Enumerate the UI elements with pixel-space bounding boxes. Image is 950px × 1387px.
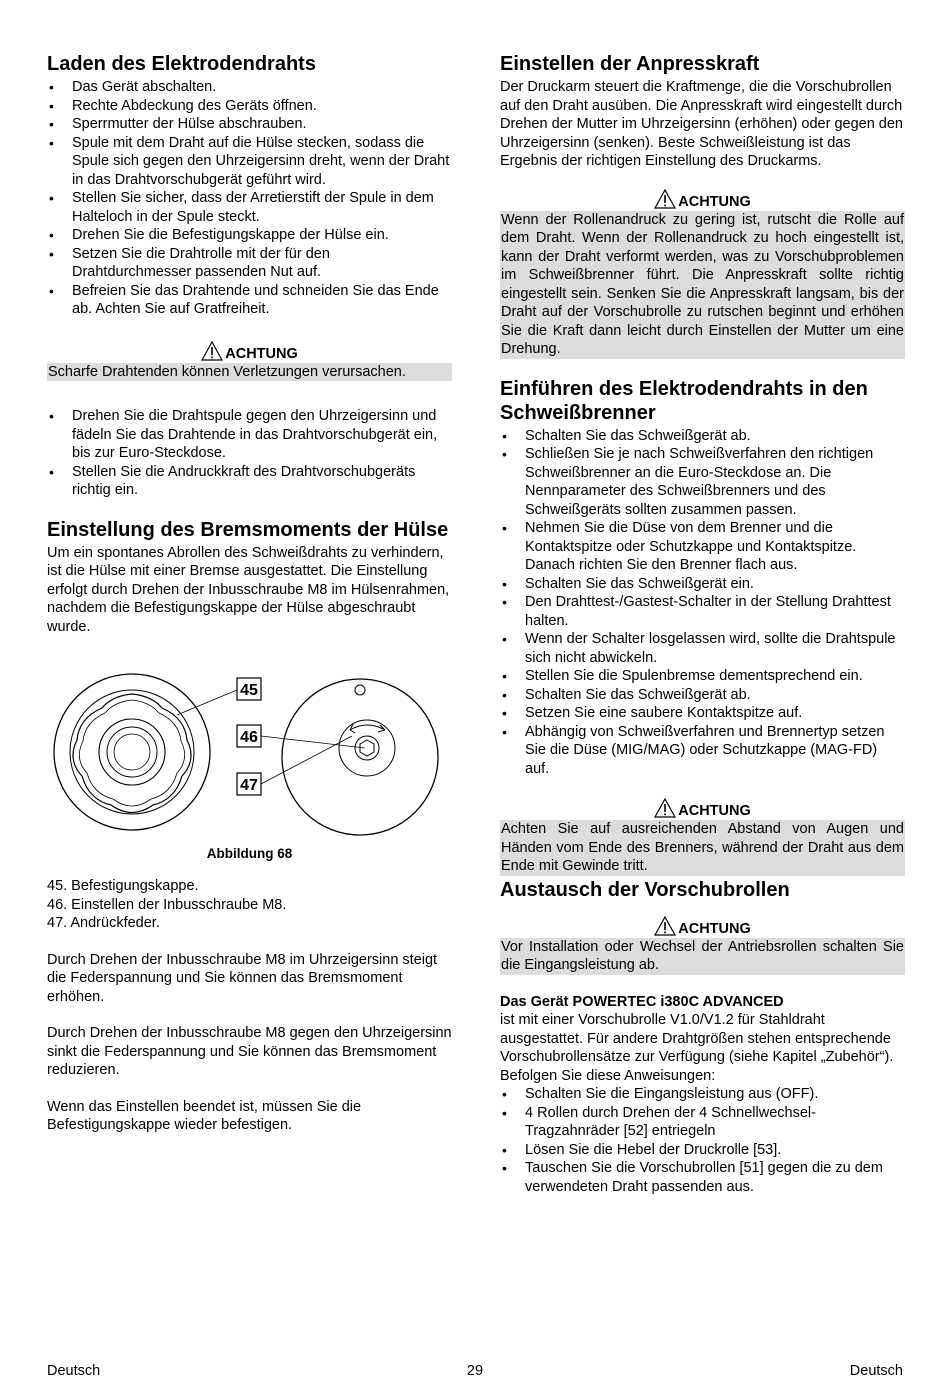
list-item: • Schalten Sie das Schweißgerät ab. — [500, 686, 905, 705]
warning-heading: ACHTUNG — [500, 916, 905, 938]
warning-heading: ACHTUNG — [47, 341, 452, 363]
list-item: • Wenn der Schalter losgelassen wird, sollte die Drahtspule sich nicht abwickeln. — [500, 630, 905, 667]
list-item: • Schalten Sie das Schweißgerät ab. — [500, 427, 905, 446]
list-item: • Nehmen Sie die Düse von dem Brenner und die Kontaktspitze oder Schutzkappe und Kontaktspitze. Danach richten Sie den Brenner flach aus. — [500, 519, 905, 575]
section-title-einfuehren: Einführen des Elektrodendrahts in den Schweißbrenner — [500, 377, 868, 424]
legend-item: 46. Einstellen der Inbusschraube M8. — [47, 896, 287, 913]
list-item: • Schließen Sie je nach Schweißverfahren den richtigen Schweißbrenner an die Euro-Steckdose an. Die Nennparameter des Schweißbrenners und des Schweißgeräts sollten zusammen passen. — [500, 445, 905, 519]
footer-language-left: Deutsch — [47, 1363, 101, 1379]
list-item: • Abhängig von Schweißverfahren und Brennertyp setzen Sie die Düse (MIG/MAG) oder Schutzkappe (MAG-FD) auf. — [500, 723, 905, 779]
warning-icon — [201, 341, 223, 361]
paragraph-intro: Um ein spontanes Abrollen des Schweißdrahts zu verhindern, ist die Hülse mit einer Bremse ausgestattet. Die Einstellung erfolgt durch Drehen der Inbusschraube M8 im Hülsenrahmen, nachdem die Befestigungskappe der Hülse abgeschraubt wurde. — [47, 544, 450, 635]
right-column — [500, 52, 905, 1196]
list-item: • Lösen Sie die Hebel der Druckrolle [53]. — [500, 1141, 905, 1160]
section-title-laden: Laden des Elektrodendrahts — [47, 53, 316, 75]
list-item: • Drehen Sie die Drahtspule gegen den Uhrzeigersinn und fädeln Sie das Drahtende in das Drahtvorschubgerät ein, bis zur Euro-Steckdose. — [47, 407, 452, 463]
list-item: • Stellen Sie die Spulenbremse dementsprechend ein. — [500, 667, 905, 686]
list-item: • Schalten Sie die Eingangsleistung aus (OFF). — [500, 1085, 905, 1104]
section-title-anpresskraft: Einstellen der Anpresskraft — [500, 53, 760, 75]
figure-label-46: 46 — [240, 729, 258, 746]
warning-box: Achten Sie auf ausreichenden Abstand von Augen und Händen vom Ende des Brenners, während der Draht aus dem Ende mit Gewinde tritt. — [501, 821, 904, 874]
spool-illustration — [47, 660, 452, 840]
warning-box: Scharfe Drahtenden können Verletzungen verursachen. — [47, 363, 452, 382]
list-item: • Rechte Abdeckung des Geräts öffnen. — [47, 97, 452, 116]
bullet-list-laden — [47, 78, 452, 319]
paragraph-anpresskraft: Der Druckarm steuert die Kraftmenge, die die Vorschubrollen auf den Draht ausüben. Die Anpresskraft wird eingestellt durch Drehen der Mutter im Uhrzeigersinn (erhöhen) oder gegen den Uhrzeigersinn (senken). Beste Schweißleistung ist das Ergebnis der richtigen Einstellung des Druckarms. — [500, 79, 903, 169]
list-item: • Den Drahttest-/Gastest-Schalter in der Stellung Drahttest halten. — [500, 593, 905, 630]
bullet-list-einfuehren — [500, 427, 905, 779]
legend-item: 45. Befestigungskappe. — [47, 878, 199, 894]
list-item: • Das Gerät abschalten. — [47, 78, 452, 97]
bullet-list-vorschubrollen — [500, 1085, 905, 1196]
list-item: • Sperrmutter der Hülse abschrauben. — [47, 115, 452, 134]
list-item: • Schalten Sie das Schweißgerät ein. — [500, 575, 905, 594]
list-item: • Tauschen Sie die Vorschubrollen [51] gegen die zu dem verwendeten Draht passenden aus. — [500, 1159, 905, 1196]
legend-item: 47. Andrückfeder. — [47, 915, 160, 931]
warning-box: Vor Installation oder Wechsel der Antriebsrollen schalten Sie die Eingangsleistung ab. — [501, 938, 904, 973]
section-title-vorschubrollen: Austausch der Vorschubrollen — [500, 878, 790, 901]
warning-heading: ACHTUNG — [500, 189, 905, 211]
warning-box: Wenn der Rollenandruck zu gering ist, rutscht die Rolle auf dem Draht. Wenn der Rollenandruck zu hoch eingestellt ist, kann der Draht verformt werden, was zu Vorschubproblemen im Schweißbrenner führt. Die Anpresskraft sollte richtig eingestellt sein. Senken Sie die Anpresskraft langsam, bis der Draht auf der Vorschubrolle zu rutschen beginnt und erhöhen Sie die Kraft dann leicht durch Einstellen der Mutter um eine Drehung. — [501, 211, 904, 357]
device-name: Das Gerät POWERTEC i380C ADVANCED — [500, 993, 784, 1010]
paragraph-finish: Wenn das Einstellen beendet ist, müssen Sie die Befestigungskappe wieder befestigen. — [47, 1098, 362, 1133]
bullet-list-laden-2 — [47, 407, 452, 500]
footer-language-right: Deutsch — [849, 1363, 903, 1379]
list-item: • Befreien Sie das Drahtende und schneiden Sie das Ende ab. Achten Sie auf Gratfreiheit. — [47, 282, 452, 319]
list-item: • Stellen Sie die Andruckkraft des Drahtvorschubgeräts richtig ein. — [47, 463, 452, 500]
list-item: • Setzen Sie eine saubere Kontaktspitze auf. — [500, 704, 905, 723]
list-item: • Setzen Sie die Drahtrolle mit der für den Drahtdurchmesser passenden Nut auf. — [47, 245, 452, 282]
list-item: • Drehen Sie die Befestigungskappe der Hülse ein. — [47, 226, 452, 245]
paragraph-vorschubrollen: ist mit einer Vorschubrolle V1.0/V1.2 für Stahldraht ausgestattet. Für andere Drahtgrößen stehen entsprechende Vorschubrollensätze zur Verfügung (siehe Kapitel „Zubehör“). Befolgen Sie diese Anweisungen: — [500, 1012, 894, 1084]
page-number: 29 — [466, 1363, 484, 1379]
figure-68 — [47, 660, 452, 840]
list-item: • 4 Rollen durch Drehen der 4 Schnellwechsel-Tragzahnräder [52] entriegeln — [500, 1104, 905, 1141]
paragraph-counterclockwise: Durch Drehen der Inbusschraube M8 gegen den Uhrzeigersinn sinkt die Federspannung und Sie können das Bremsmoment reduzieren. — [47, 1025, 452, 1078]
warning-heading: ACHTUNG — [500, 798, 905, 820]
figure-label-47: 47 — [240, 777, 258, 794]
list-item: • Stellen Sie sicher, dass der Arretierstift der Spule in dem Halteloch in der Spule steckt. — [47, 189, 452, 226]
left-column — [47, 52, 452, 1135]
section-title-bremsmoment: Einstellung des Bremsmoments der Hülse — [47, 518, 449, 541]
warning-icon — [654, 798, 676, 818]
warning-icon — [654, 916, 676, 936]
paragraph-clockwise: Durch Drehen der Inbusschraube M8 im Uhrzeigersinn steigt die Federspannung und Sie können das Bremsmoment erhöhen. — [47, 951, 438, 1005]
list-item: • Spule mit dem Draht auf die Hülse stecken, sodass die Spule sich gegen den Uhrzeigersinn dreht, wenn der Draht in das Drahtvorschubgerät geführt wird. — [47, 134, 452, 190]
warning-icon — [654, 189, 676, 209]
figure-label-45: 45 — [240, 682, 258, 699]
figure-legend — [47, 877, 452, 933]
figure-caption: Abbildung 68 — [206, 846, 293, 861]
